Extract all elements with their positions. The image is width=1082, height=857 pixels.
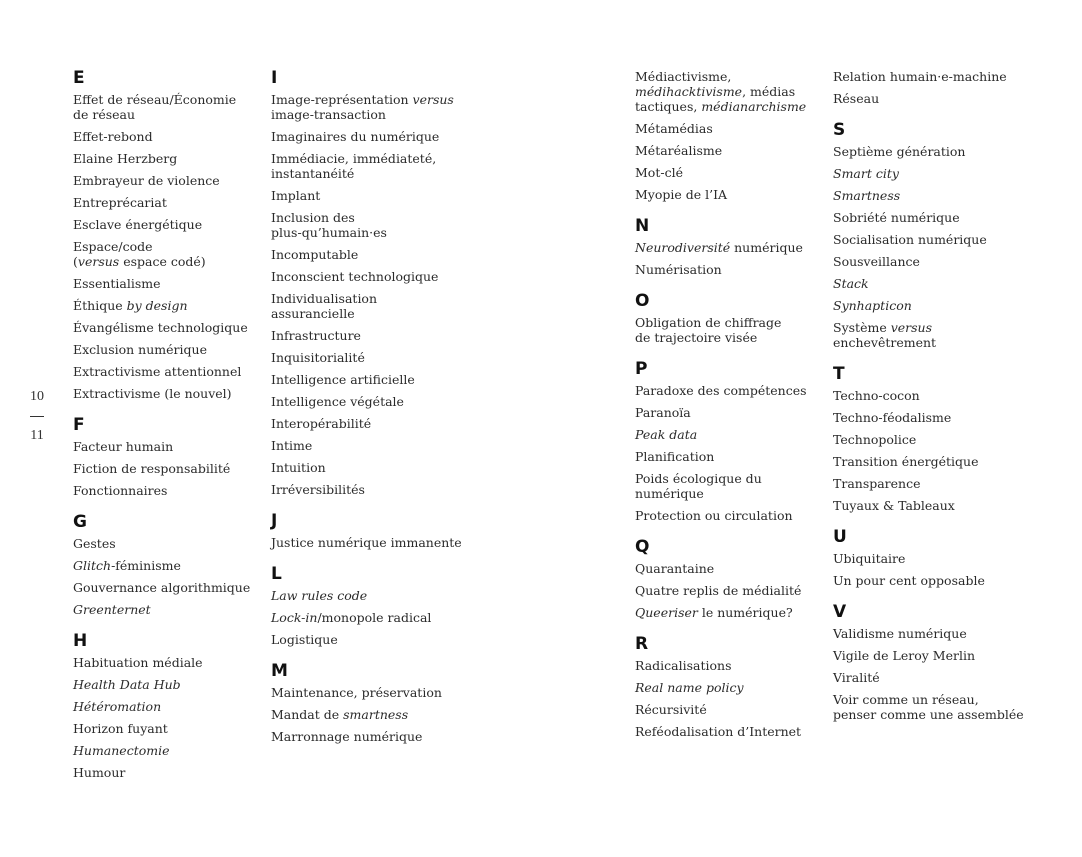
index-entry-inconscient-technologique: [271, 269, 471, 284]
section-letter: O: [635, 291, 650, 311]
entry-text-part: Mot-clé: [635, 165, 683, 180]
section-letter: R: [635, 634, 649, 654]
index-entry-quarantaine: [635, 561, 815, 576]
index-entry-heteromation: [73, 699, 263, 714]
index-entry-voir-comme-un-reseau-penser-comme-une-as: [833, 692, 1033, 722]
entry-text-part: -féminisme: [111, 558, 181, 573]
section-entries: [833, 626, 1033, 722]
index-entry-smart-city: [833, 166, 1033, 181]
index-entry-habituation-mediale: [73, 655, 263, 670]
entry-text-part: Extractivisme attentionnel: [73, 364, 242, 379]
entry-text-part: Intelligence artificielle: [271, 372, 415, 387]
entry-text-part: Smart city: [833, 166, 899, 181]
index-entry-exclusion-numerique: [73, 342, 263, 357]
section-entries: [73, 92, 263, 401]
entry-text-part: médianarchisme: [701, 99, 807, 114]
entry-text-part: Évangélisme technologique: [73, 320, 248, 335]
section-letter: T: [833, 364, 845, 384]
entry-text-part: Extractivisme (le nouvel): [73, 386, 232, 401]
entry-text-part: Greenternet: [73, 602, 151, 617]
index-entry-vigile-de-leroy-merlin: [833, 648, 1033, 663]
index-entry-humour: [73, 765, 263, 780]
entry-text-part: Health Data Hub: [73, 677, 181, 692]
index-entry-protection-ou-circulation: [635, 508, 815, 523]
index-entry-espace-code-versus-espace-code: [73, 239, 263, 269]
index-entry-quatre-replis-de-medialite: [635, 583, 815, 598]
entry-text-part: Poids écologique du numérique: [635, 471, 762, 501]
index-entry-extractivisme-attentionnel: [73, 364, 263, 379]
entry-text-part: versus: [412, 92, 454, 107]
index-entry-intelligence-vegetale: [271, 394, 471, 409]
entry-text-part: Médiactivisme,: [635, 69, 732, 84]
index-entry-poids-ecologique-du-numerique: [635, 471, 815, 501]
entry-text-part: versus: [77, 254, 120, 269]
index-entry-imaginaires-du-numerique: [271, 129, 471, 144]
index-entry-tuyaux-tableaux: [833, 498, 1033, 513]
index-entry-implant: [271, 188, 471, 203]
entry-text-part: Numérisation: [635, 262, 722, 277]
index-entry-techno-cocon: [833, 388, 1033, 403]
section-letter: N: [635, 216, 650, 236]
entry-text-part: médihacktivisme: [635, 84, 743, 99]
index-entry-fiction-de-responsabilite: [73, 461, 263, 476]
index-entry-gestes: [73, 536, 263, 551]
entry-text-part: Protection ou circulation: [635, 508, 793, 523]
index-entry-technopolice: [833, 432, 1033, 447]
section-letter: P: [635, 359, 648, 379]
entry-text-part: Transition énergétique: [833, 454, 979, 469]
index-section-l: [271, 564, 471, 647]
entry-text-part: by design: [126, 298, 188, 313]
entry-text-part: smartness: [343, 707, 409, 722]
entry-text-part: Implant: [271, 188, 321, 203]
section-entries: [833, 551, 1033, 588]
index-entry-smartness: [833, 188, 1033, 203]
index-entry-intelligence-artificielle: [271, 372, 471, 387]
index-entry-mediactivisme-medihacktivisme-medias-tac: [635, 69, 815, 114]
section-entries: [635, 315, 815, 345]
index-section-s: [833, 120, 1033, 350]
entry-text-part: Métamédias: [635, 121, 713, 136]
entry-text-part: Quatre replis de médialité: [635, 583, 802, 598]
index-entry-maintenance-preservation: [271, 685, 471, 700]
index-entry-inclusion-des-plus-qu-humain-es: [271, 210, 471, 240]
index-entry-effet-de-reseau-economie-de-reseau: [73, 92, 263, 122]
index-entry-immediacie-immediatete-instantaneite: [271, 151, 471, 181]
entry-text-part: espace codé): [119, 254, 206, 269]
entry-text-part: Image-représentation: [271, 92, 413, 107]
entry-text-part: enchevêtrement: [833, 335, 937, 350]
section-entries: [271, 535, 471, 550]
entry-text-part: Fiction de responsabilité: [73, 461, 231, 476]
entry-text-part: image-transaction: [271, 107, 386, 122]
index-entry-essentialisme: [73, 276, 263, 291]
entry-text-part: Imaginaires du numérique: [271, 129, 440, 144]
continued-entries: [635, 69, 815, 202]
index-entry-mandat-de-smartness: [271, 707, 471, 722]
section-entries: [833, 388, 1033, 513]
section-letter: M: [271, 661, 288, 681]
index-section-q: [635, 537, 815, 620]
page-number-right: 11: [30, 428, 44, 443]
section-letter: S: [833, 120, 846, 140]
entry-text-part: Embrayeur de violence: [73, 173, 220, 188]
entry-text-part: Système: [833, 320, 891, 335]
section-entries: [271, 92, 471, 497]
index-section-e: [73, 68, 263, 401]
index-entry-inquisitorialite: [271, 350, 471, 365]
entry-text-part: Un pour cent opposable: [833, 573, 985, 588]
entry-text-part: Facteur humain: [73, 439, 174, 454]
entry-text-part: Entreprécariat: [73, 195, 167, 210]
entry-text-part: Obligation de chiffrage de trajectoire visée: [635, 315, 782, 345]
continued-entries: [833, 69, 1033, 106]
entry-text-part: Immédiacie, immédiateté, instantanéité: [271, 151, 437, 181]
entry-text-part: versus: [890, 320, 933, 335]
entry-text-part: Espace/code (: [73, 239, 153, 269]
index-section-o: [635, 291, 815, 345]
index-section-n: [635, 216, 815, 277]
index-column-2: [271, 68, 471, 751]
entry-text-part: Myopie de l’IA: [635, 187, 728, 202]
section-entries: [635, 658, 815, 739]
index-entry-entreprecariat: [73, 195, 263, 210]
index-entry-recursivite: [635, 702, 815, 717]
entry-text-part: Tuyaux & Tableaux: [833, 498, 955, 513]
section-letter: H: [73, 631, 88, 651]
index-entry-glitch-feminisme: [73, 558, 263, 573]
entry-text-part: , médias tactiques,: [635, 84, 796, 114]
index-section-t: [833, 364, 1033, 513]
entry-text-part: Inclusion des plus-qu’humain·es: [271, 210, 387, 240]
entry-text-part: Habituation médiale: [73, 655, 203, 670]
index-section-i: [271, 68, 471, 497]
index-entry-techno-feodalisme: [833, 410, 1033, 425]
section-letter: F: [73, 415, 85, 435]
entry-text-part: Smartness: [833, 188, 901, 203]
index-entry-synhapticon: [833, 298, 1033, 313]
entry-text-part: le numérique?: [697, 605, 793, 620]
section-letter: E: [73, 68, 85, 88]
entry-text-part: Incomputable: [271, 247, 359, 262]
index-entry-myopie-de-l-ia: [635, 187, 815, 202]
entry-text-part: Synhapticon: [833, 298, 912, 313]
entry-text-part: Esclave énergétique: [73, 217, 203, 232]
index-entry-planification: [635, 449, 815, 464]
index-entry-obligation-de-chiffrage-de-trajectoire-v: [635, 315, 815, 345]
index-section-r: [635, 634, 815, 739]
index-entry-fonctionnaires: [73, 483, 263, 498]
index-entry-mot-cle: [635, 165, 815, 180]
index-section-u: [833, 527, 1033, 588]
entry-text-part: Irréversibilités: [271, 482, 365, 497]
index-entry-sobriete-numerique: [833, 210, 1033, 225]
index-section-p: [635, 359, 815, 523]
index-entry-neurodiversite-numerique: [635, 240, 815, 255]
entry-text-part: Réseau: [833, 91, 880, 106]
page-number-left: 10: [30, 389, 44, 404]
index-entry-metarealisme: [635, 143, 815, 158]
section-entries: [73, 536, 263, 617]
index-entry-numerisation: [635, 262, 815, 277]
entry-text-part: Lock-in: [271, 610, 318, 625]
index-entry-real-name-policy: [635, 680, 815, 695]
entry-text-part: Real name policy: [635, 680, 744, 695]
entry-text-part: Techno-féodalisme: [833, 410, 952, 425]
entry-text-part: Inquisitorialité: [271, 350, 365, 365]
entry-text-part: Voir comme un réseau, penser comme une assemblée: [833, 692, 1024, 722]
index-entry-metamedias: [635, 121, 815, 136]
index-entry-irreversibilites: [271, 482, 471, 497]
index-entry-extractivisme-le-nouvel: [73, 386, 263, 401]
index-section-v: [833, 602, 1033, 722]
index-entry-lock-in-monopole-radical: [271, 610, 471, 625]
section-entries: [73, 655, 263, 780]
index-entry-paranoia: [635, 405, 815, 420]
index-entry-transparence: [833, 476, 1033, 491]
index-entry-marronnage-numerique: [271, 729, 471, 744]
index-section-h: [73, 631, 263, 780]
entry-text-part: Techno-cocon: [833, 388, 920, 403]
entry-text-part: Stack: [833, 276, 869, 291]
index-entry-ubiquitaire: [833, 551, 1033, 566]
section-letter: J: [271, 511, 278, 531]
entry-text-part: Vigile de Leroy Merlin: [833, 648, 975, 663]
entry-text-part: Récursivité: [635, 702, 707, 717]
section-entries: [271, 588, 471, 647]
section-letter: V: [833, 602, 847, 622]
entry-text-part: Peak data: [635, 427, 698, 442]
index-entry-intime: [271, 438, 471, 453]
entry-text-part: Paranoïa: [635, 405, 691, 420]
entry-text-part: Justice numérique immanente: [271, 535, 462, 550]
index-entry-viralite: [833, 670, 1033, 685]
section-letter: G: [73, 512, 87, 532]
entry-text-part: Individualisation assurancielle: [271, 291, 378, 321]
index-entry-stack: [833, 276, 1033, 291]
index-entry-validisme-numerique: [833, 626, 1033, 641]
entry-text-part: Elaine Herzberg: [73, 151, 178, 166]
index-entry-image-representation-versus-image-transa: [271, 92, 471, 122]
entry-text-part: Infrastructure: [271, 328, 361, 343]
index-entry-infrastructure: [271, 328, 471, 343]
index-entry-relation-humain-e-machine: [833, 69, 1033, 84]
page-number-divider: [30, 416, 44, 417]
entry-text-part: Fonctionnaires: [73, 483, 168, 498]
entry-text-part: Intime: [271, 438, 313, 453]
entry-text-part: Radicalisations: [635, 658, 732, 673]
entry-text-part: Éthique: [73, 298, 127, 313]
entry-text-part: Gouvernance algorithmique: [73, 580, 251, 595]
entry-text-part: Technopolice: [833, 432, 917, 447]
index-entry-facteur-humain: [73, 439, 263, 454]
entry-text-part: Law rules code: [271, 588, 368, 603]
index-entry-horizon-fuyant: [73, 721, 263, 736]
index-entry-ethique-by-design: [73, 298, 263, 313]
entry-text-part: Marronnage numérique: [271, 729, 423, 744]
index-entry-evangelisme-technologique: [73, 320, 263, 335]
index-entry-radicalisations: [635, 658, 815, 673]
entry-text-part: Exclusion numérique: [73, 342, 207, 357]
entry-text-part: Intelligence végétale: [271, 394, 404, 409]
entry-text-part: Neurodiversité: [635, 240, 731, 255]
index-entry-law-rules-code: [271, 588, 471, 603]
entry-text-part: Ubiquitaire: [833, 551, 906, 566]
section-letter: I: [271, 68, 278, 88]
entry-text-part: Quarantaine: [635, 561, 715, 576]
entry-text-part: Hétéromation: [73, 699, 162, 714]
entry-text-part: numérique: [730, 240, 803, 255]
section-entries: [635, 561, 815, 620]
entry-text-part: Paradoxe des compétences: [635, 383, 807, 398]
entry-text-part: Reféodalisation d’Internet: [635, 724, 802, 739]
index-entry-logistique: [271, 632, 471, 647]
entry-text-part: Horizon fuyant: [73, 721, 168, 736]
index-entry-interoperabilite: [271, 416, 471, 431]
section-letter: L: [271, 564, 282, 584]
section-entries: [635, 383, 815, 523]
index-entry-embrayeur-de-violence: [73, 173, 263, 188]
entry-text-part: Sousveillance: [833, 254, 920, 269]
entry-text-part: Humanectomie: [73, 743, 170, 758]
section-entries: [271, 685, 471, 744]
entry-text-part: Interopérabilité: [271, 416, 372, 431]
index-column-3: [635, 69, 815, 746]
entry-text-part: Socialisation numérique: [833, 232, 987, 247]
index-entry-septieme-generation: [833, 144, 1033, 159]
index-entry-incomputable: [271, 247, 471, 262]
entry-text-part: Transparence: [833, 476, 921, 491]
section-entries: [635, 240, 815, 277]
entry-text-part: Mandat de: [271, 707, 344, 722]
entry-text-part: Glitch: [73, 558, 112, 573]
index-entry-transition-energetique: [833, 454, 1033, 469]
index-entry-peak-data: [635, 427, 815, 442]
entry-text-part: Queeriser: [635, 605, 698, 620]
entry-text-part: Logistique: [271, 632, 338, 647]
index-section-f: [73, 415, 263, 498]
entry-text-part: Septième génération: [833, 144, 966, 159]
section-letter: Q: [635, 537, 650, 557]
section-entries: [833, 144, 1033, 350]
entry-text-part: Viralité: [833, 670, 880, 685]
index-entry-paradoxe-des-competences: [635, 383, 815, 398]
index-entry-justice-numerique-immanente: [271, 535, 471, 550]
index-entry-humanectomie: [73, 743, 263, 758]
entry-text-part: Planification: [635, 449, 715, 464]
index-entry-intuition: [271, 460, 471, 475]
index-entry-un-pour-cent-opposable: [833, 573, 1033, 588]
entry-text-part: Inconscient technologique: [271, 269, 439, 284]
entry-text-part: Gestes: [73, 536, 116, 551]
entry-text-part: Validisme numérique: [833, 626, 967, 641]
index-section-j: [271, 511, 471, 550]
index-column-1: [73, 68, 263, 787]
index-entry-sousveillance: [833, 254, 1033, 269]
entry-text-part: Métaréalisme: [635, 143, 723, 158]
entry-text-part: Effet de réseau/Économie de réseau: [73, 92, 237, 122]
entry-text-part: Essentialisme: [73, 276, 161, 291]
index-entry-systeme-versus-enchevetrement: [833, 320, 1033, 350]
index-entry-reseau: [833, 91, 1033, 106]
entry-text-part: Humour: [73, 765, 126, 780]
index-column-4: [833, 69, 1033, 729]
section-letter: U: [833, 527, 847, 547]
entry-text-part: Intuition: [271, 460, 326, 475]
index-entry-effet-rebond: [73, 129, 263, 144]
entry-text-part: Sobriété numérique: [833, 210, 960, 225]
index-entry-refeodalisation-d-internet: [635, 724, 815, 739]
index-section-m: [271, 661, 471, 744]
index-entry-socialisation-numerique: [833, 232, 1033, 247]
index-entry-greenternet: [73, 602, 263, 617]
index-entry-elaine-herzberg: [73, 151, 263, 166]
index-entry-individualisation-assurancielle: [271, 291, 471, 321]
index-entry-gouvernance-algorithmique: [73, 580, 263, 595]
index-entry-queeriser-le-numerique: [635, 605, 815, 620]
entry-text-part: Effet-rebond: [73, 129, 153, 144]
section-entries: [73, 439, 263, 498]
index-entry-esclave-energetique: [73, 217, 263, 232]
entry-text-part: Maintenance, préservation: [271, 685, 442, 700]
index-entry-health-data-hub: [73, 677, 263, 692]
entry-text-part: Relation humain·e-machine: [833, 69, 1007, 84]
entry-text-part: /monopole radical: [317, 610, 432, 625]
index-section-g: [73, 512, 263, 617]
